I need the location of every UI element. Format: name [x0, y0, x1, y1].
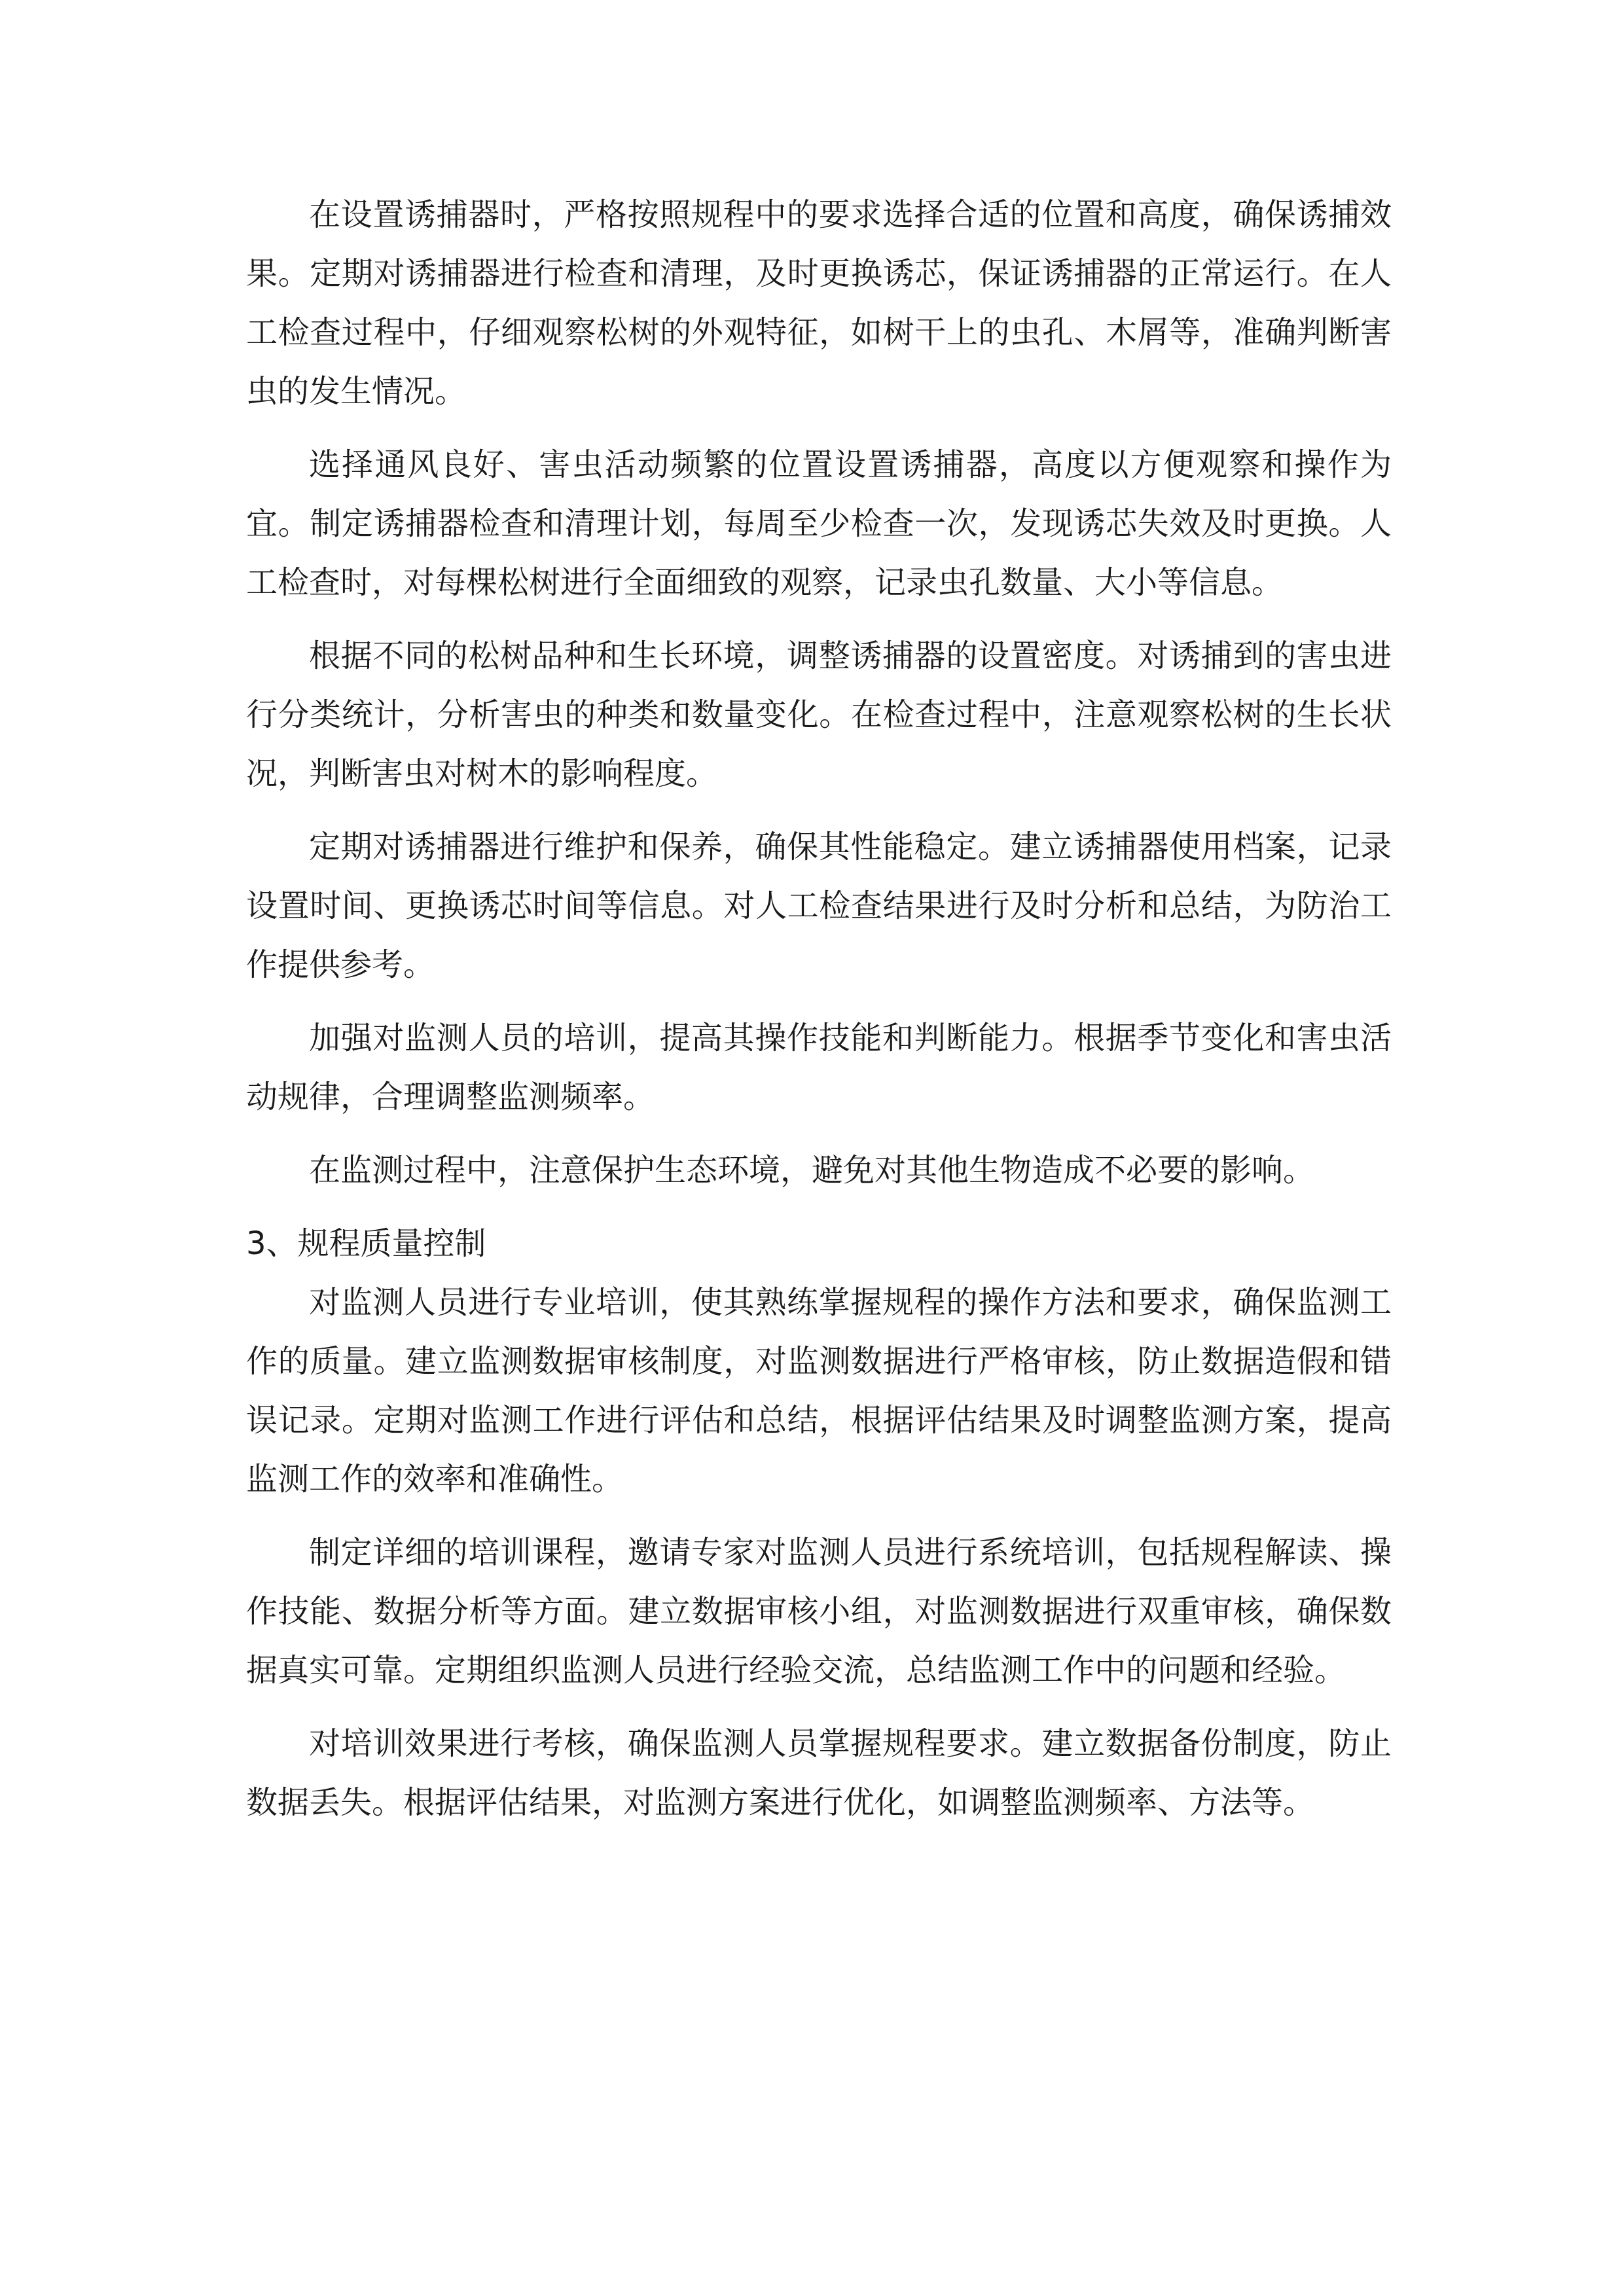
- paragraph-6: 在监测过程中，注意保护生态环境，避免对其他生物造成不必要的影响。: [309, 1152, 1315, 1189]
- paragraph-7: 对监测人员进行专业培训，使其熟练掌握规程的操作方法和要求，确保监测工作的质量。建立监测数据审核制度，对监测数据进行严格审核，防止数据造假和错误记录。定期对监测工作进行评估和总结，根据评估结果及时调整监测方案，提高监测工作的效率和准确性。: [246, 1284, 1392, 1498]
- paragraph-8: 制定详细的培训课程，邀请专家对监测人员进行系统培训，包括规程解读、操作技能、数据分析等方面。建立数据审核小组，对监测数据进行双重审核，确保数据真实可靠。定期组织监测人员进行经验交流，总结监测工作中的问题和经验。: [246, 1534, 1392, 1689]
- paragraph-1: 在设置诱捕器时，严格按照规程中的要求选择合适的位置和高度，确保诱捕效果。定期对诱捕器进行检查和清理，及时更换诱芯，保证诱捕器的正常运行。在人工检查过程中，仔细观察松树的外观特征，如树干上的虫孔、木屑等，准确判断害虫的发生情况。: [246, 196, 1392, 410]
- section-heading: 3、规程质量控制: [246, 1225, 486, 1262]
- paragraph-4: 定期对诱捕器进行维护和保养，确保其性能稳定。建立诱捕器使用档案，记录设置时间、更换诱芯时间等信息。对人工检查结果进行及时分析和总结，为防治工作提供参考。: [246, 829, 1392, 983]
- document-body: [246, 185, 1392, 1846]
- paragraph-9: 对培训效果进行考核，确保监测人员掌握规程要求。建立数据备份制度，防止数据丢失。根据评估结果，对监测方案进行优化，如调整监测频率、方法等。: [246, 1725, 1392, 1821]
- paragraph-2: 选择通风良好、害虫活动频繁的位置设置诱捕器，高度以方便观察和操作为宜。制定诱捕器检查和清理计划，每周至少检查一次，发现诱芯失效及时更换。人工检查时，对每棵松树进行全面细致的观察，记录虫孔数量、大小等信息。: [246, 446, 1392, 601]
- paragraph-5: 加强对监测人员的培训，提高其操作技能和判断能力。根据季节变化和害虫活动规律，合理调整监测频率。: [246, 1020, 1392, 1115]
- paragraph-3: 根据不同的松树品种和生长环境，调整诱捕器的设置密度。对诱捕到的害虫进行分类统计，分析害虫的种类和数量变化。在检查过程中，注意观察松树的生长状况，判断害虫对树木的影响程度。: [246, 637, 1392, 792]
